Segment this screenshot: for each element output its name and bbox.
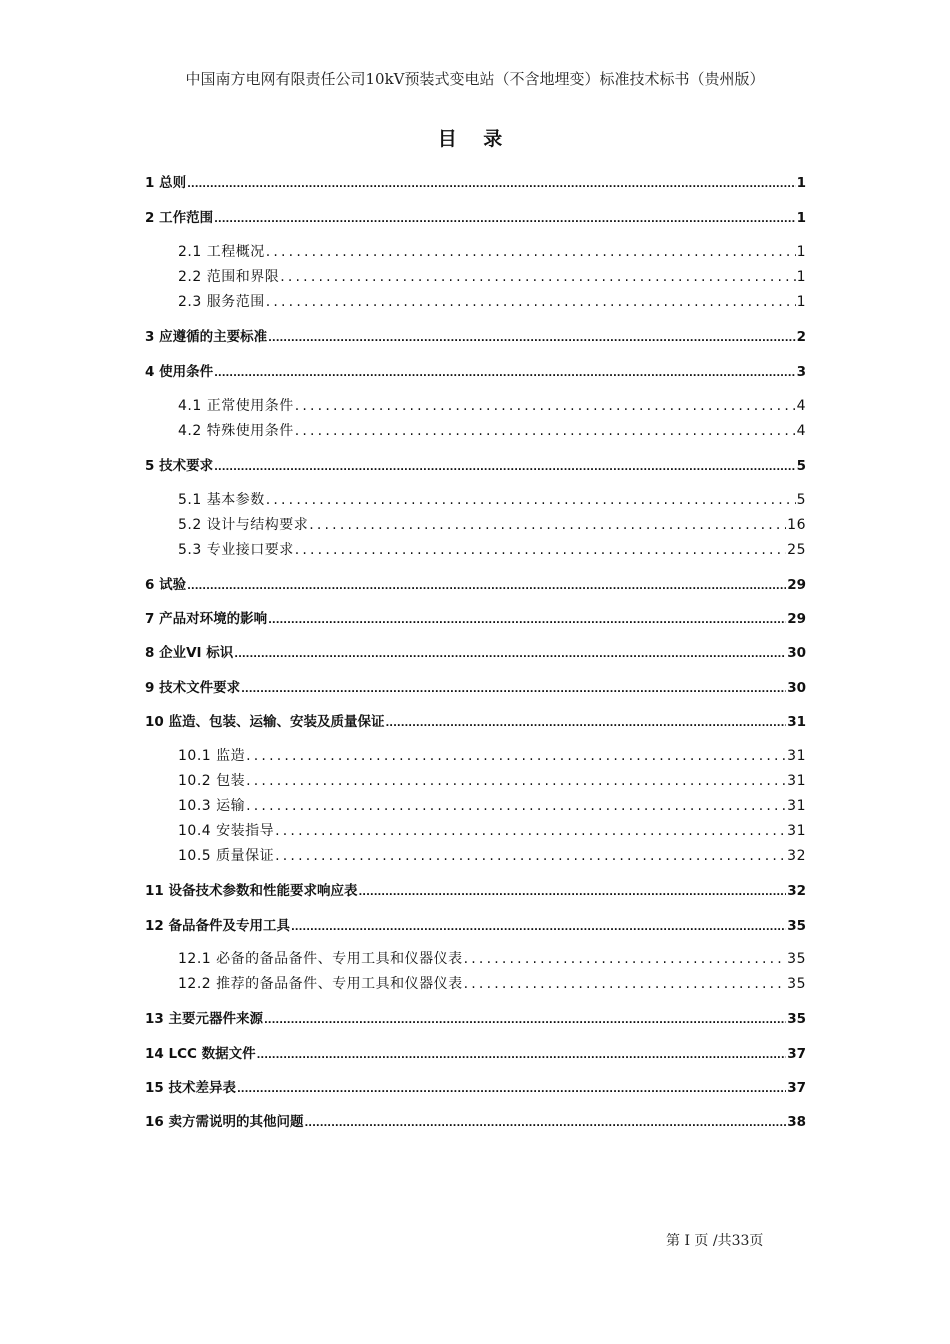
dot-leader bbox=[264, 1011, 786, 1027]
toc-subentry[interactable] bbox=[178, 489, 806, 509]
toc-entry-label: 10.1 监造 bbox=[178, 748, 246, 764]
dot-leader bbox=[214, 458, 796, 474]
toc-entry-page-number: 37 bbox=[787, 1080, 806, 1096]
toc-entry-page-number: 1 bbox=[796, 244, 806, 260]
toc-entry-label: 12.2 推荐的备品备件、专用工具和仪器仪表 bbox=[178, 976, 463, 992]
toc-entry-page-number: 35 bbox=[787, 918, 806, 934]
toc-entry-page-number: 31 bbox=[787, 714, 806, 730]
toc-entry-page-number: 1 bbox=[796, 294, 806, 310]
dot-leader bbox=[246, 798, 786, 814]
toc-entry-label: 10.2 包装 bbox=[178, 773, 246, 789]
dot-leader bbox=[266, 492, 796, 508]
toc-subentry[interactable] bbox=[178, 820, 806, 840]
toc-entry-label: 4.1 正常使用条件 bbox=[178, 398, 294, 414]
toc-title: 目 录 bbox=[437, 128, 513, 150]
dot-leader bbox=[275, 823, 786, 839]
toc-entry-label: 6 试验 bbox=[145, 577, 187, 593]
dot-leader bbox=[305, 1114, 787, 1130]
toc-entry-page-number: 35 bbox=[787, 1011, 806, 1027]
toc-entry[interactable] bbox=[145, 325, 806, 345]
dot-leader bbox=[309, 517, 786, 533]
toc-entry-page-number: 29 bbox=[787, 611, 806, 627]
toc-entry-label: 8 企业VI 标识 bbox=[145, 645, 234, 661]
dot-leader bbox=[214, 364, 796, 380]
toc-entry[interactable] bbox=[145, 879, 806, 899]
dot-leader bbox=[187, 577, 786, 593]
toc-entry-page-number: 31 bbox=[787, 823, 806, 839]
dot-leader bbox=[464, 976, 787, 992]
toc-entry[interactable] bbox=[145, 676, 806, 696]
toc-subentry[interactable] bbox=[178, 745, 806, 765]
toc-entry-label: 5.3 专业接口要求 bbox=[178, 542, 294, 558]
toc-entry-page-number: 16 bbox=[787, 517, 806, 533]
toc-entry-page-number: 1 bbox=[796, 175, 806, 191]
dot-leader bbox=[241, 680, 786, 696]
toc-entry-label: 10.4 安装指导 bbox=[178, 823, 275, 839]
dot-leader bbox=[257, 1046, 787, 1062]
toc-entry-label: 2.1 工程概况 bbox=[178, 244, 265, 260]
toc-entry[interactable] bbox=[145, 641, 806, 661]
toc-entry[interactable] bbox=[145, 1042, 806, 1062]
toc-entry-label: 5.2 设计与结构要求 bbox=[178, 517, 309, 533]
toc-entry[interactable] bbox=[145, 573, 806, 593]
dot-leader bbox=[464, 951, 787, 967]
toc-entry-page-number: 35 bbox=[787, 951, 806, 967]
toc-entry-page-number: 2 bbox=[796, 329, 806, 345]
toc-subentry[interactable] bbox=[178, 948, 806, 968]
toc-entry-page-number: 1 bbox=[796, 210, 806, 226]
toc-subentry[interactable] bbox=[178, 770, 806, 790]
toc-entry-page-number: 37 bbox=[787, 1046, 806, 1062]
dot-leader bbox=[268, 329, 796, 345]
dot-leader bbox=[246, 773, 786, 789]
toc-entry-label: 4 使用条件 bbox=[145, 364, 214, 380]
toc-entry-page-number: 35 bbox=[787, 976, 806, 992]
toc-entry[interactable] bbox=[145, 454, 806, 474]
toc-entry-page-number: 25 bbox=[787, 542, 806, 558]
toc-subentry[interactable] bbox=[178, 973, 806, 993]
toc-entry[interactable] bbox=[145, 607, 806, 627]
toc-entry-label: 10 监造、包装、运输、安装及质量保证 bbox=[145, 714, 385, 730]
toc-entry-label: 2 工作范围 bbox=[145, 210, 214, 226]
toc-entry-page-number: 4 bbox=[796, 398, 806, 414]
toc-entry-label: 9 技术文件要求 bbox=[145, 680, 241, 696]
dot-leader bbox=[268, 611, 786, 627]
toc-entry-label: 1 总则 bbox=[145, 175, 187, 191]
toc-entry-label: 13 主要元器件来源 bbox=[145, 1011, 263, 1027]
toc-entry-label: 12 备品备件及专用工具 bbox=[145, 918, 290, 934]
toc-entry-label: 7 产品对环境的影响 bbox=[145, 611, 268, 627]
dot-leader bbox=[359, 883, 787, 899]
toc-entry-page-number: 5 bbox=[796, 492, 806, 508]
dot-leader bbox=[187, 175, 796, 191]
toc-subentry[interactable] bbox=[178, 291, 806, 311]
dot-leader bbox=[295, 398, 796, 414]
toc-entry-label: 3 应遵循的主要标准 bbox=[145, 329, 268, 345]
toc-entry-label: 5.1 基本参数 bbox=[178, 492, 265, 508]
toc-entry-page-number: 3 bbox=[796, 364, 806, 380]
toc-subentry[interactable] bbox=[178, 795, 806, 815]
toc-entry-label: 14 LCC 数据文件 bbox=[145, 1046, 256, 1062]
dot-leader bbox=[237, 1080, 786, 1096]
toc-entry[interactable] bbox=[145, 206, 806, 226]
toc-entry[interactable] bbox=[145, 1076, 806, 1096]
toc-entry-label: 10.3 运输 bbox=[178, 798, 246, 814]
toc-entry-page-number: 38 bbox=[787, 1114, 806, 1130]
dot-leader bbox=[295, 423, 796, 439]
toc-subentry[interactable] bbox=[178, 266, 806, 286]
toc-entry-label: 10.5 质量保证 bbox=[178, 848, 275, 864]
toc-entry-page-number: 31 bbox=[787, 748, 806, 764]
toc-entry-page-number: 32 bbox=[787, 883, 806, 899]
toc-entry-page-number: 5 bbox=[796, 458, 806, 474]
toc-entry[interactable] bbox=[145, 171, 806, 191]
toc-entry-page-number: 29 bbox=[787, 577, 806, 593]
toc-entry[interactable] bbox=[145, 710, 806, 730]
toc-entry-label: 2.2 范围和界限 bbox=[178, 269, 280, 285]
dot-leader bbox=[246, 748, 786, 764]
toc-entry-label: 2.3 服务范围 bbox=[178, 294, 265, 310]
dot-leader bbox=[275, 848, 786, 864]
dot-leader bbox=[214, 210, 796, 226]
dot-leader bbox=[266, 244, 796, 260]
dot-leader bbox=[295, 542, 786, 558]
dot-leader bbox=[234, 645, 786, 661]
toc-entry[interactable] bbox=[145, 914, 806, 934]
toc-entry-page-number: 31 bbox=[787, 798, 806, 814]
toc-entry-label: 12.1 必备的备品备件、专用工具和仪器仪表 bbox=[178, 951, 463, 967]
dot-leader bbox=[266, 294, 796, 310]
toc-subentry[interactable] bbox=[178, 241, 806, 261]
toc-entry-label: 4.2 特殊使用条件 bbox=[178, 423, 294, 439]
dot-leader bbox=[280, 269, 795, 285]
toc-entry-label: 16 卖方需说明的其他问题 bbox=[145, 1114, 304, 1130]
toc-entry[interactable] bbox=[145, 360, 806, 380]
toc-entry[interactable] bbox=[145, 1007, 806, 1027]
toc-subentry[interactable] bbox=[178, 420, 806, 440]
dot-leader bbox=[386, 714, 787, 730]
toc-subentry[interactable] bbox=[178, 845, 806, 865]
dot-leader bbox=[291, 918, 786, 934]
toc-entry-page-number: 1 bbox=[796, 269, 806, 285]
toc-entry-page-number: 30 bbox=[787, 645, 806, 661]
toc-entry-label: 15 技术差异表 bbox=[145, 1080, 236, 1096]
toc-entry-page-number: 31 bbox=[787, 773, 806, 789]
page-footer: 第 I 页 /共33页 bbox=[666, 1233, 764, 1249]
toc-entry-page-number: 4 bbox=[796, 423, 806, 439]
toc-entry-label: 11 设备技术参数和性能要求响应表 bbox=[145, 883, 358, 899]
toc-entry-page-number: 32 bbox=[787, 848, 806, 864]
toc-subentry[interactable] bbox=[178, 395, 806, 415]
toc-entry[interactable] bbox=[145, 1110, 806, 1130]
document-header: 中国南方电网有限责任公司10kV预装式变电站（不含地埋变）标准技术标书（贵州版） bbox=[185, 70, 765, 88]
toc-entry-page-number: 30 bbox=[787, 680, 806, 696]
toc-subentry[interactable] bbox=[178, 514, 806, 534]
toc-subentry[interactable] bbox=[178, 539, 806, 559]
toc-entry-label: 5 技术要求 bbox=[145, 458, 214, 474]
